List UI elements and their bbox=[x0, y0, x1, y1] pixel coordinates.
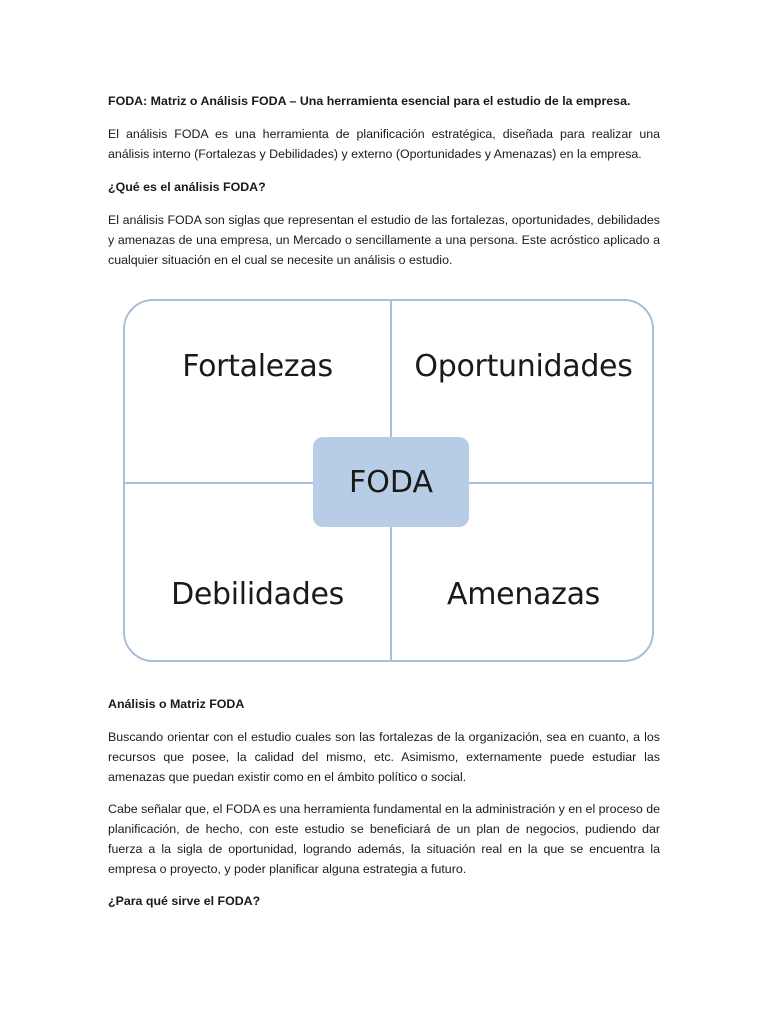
section-heading-analisis: Análisis o Matriz FODA bbox=[108, 697, 245, 711]
quadrant-oportunidades: Oportunidades bbox=[414, 349, 633, 384]
quadrant-debilidades: Debilidades bbox=[171, 577, 344, 612]
quadrant-amenazas: Amenazas bbox=[447, 577, 600, 612]
question-heading-2: ¿Para qué sirve el FODA? bbox=[108, 894, 261, 908]
section-paragraph-1: Buscando orientar con el estudio cuales son las fortalezas de la organización, sea en cuanto, a los recursos que posee, la calidad del mismo, etc. Asimismo, externamente puede estudiar las amenazas que puedan existir como en el ámbito político o social. bbox=[108, 730, 660, 784]
center-foda-box: FODA bbox=[313, 437, 469, 527]
quadrant-fortalezas: Fortalezas bbox=[182, 349, 333, 384]
document-title: FODA: Matriz o Análisis FODA – Una herramienta esencial para el estudio de la empresa. bbox=[108, 94, 631, 108]
intro-paragraph: El análisis FODA es una herramienta de planificación estratégica, diseñada para realizar una análisis interno (Fortalezas y Debilidades) y externo (Oportunidades y Amenazas) en la empresa. bbox=[108, 127, 660, 161]
answer-paragraph-1: El análisis FODA son siglas que representan el estudio de las fortalezas, oportunidades, debilidades y amenazas de una empresa, un Mercado o sencillamente a una persona. Este acróstico aplicado a cualquier situación en el cual se necesite un análisis o estudio. bbox=[108, 213, 660, 267]
question-heading-1: ¿Qué es el análisis FODA? bbox=[108, 180, 266, 194]
section-paragraph-2: Cabe señalar que, el FODA es una herramienta fundamental en la administración y en el proceso de planificación, de hecho, con este estudio se beneficiará de un plan de negocios, pudiendo dar fuerza a la sigla de oportunidad, logrando además, la situación real en la que se encuentra la empresa o proyecto, y poder planificar alguna estrategia a futuro. bbox=[108, 802, 660, 876]
foda-diagram bbox=[123, 299, 654, 662]
